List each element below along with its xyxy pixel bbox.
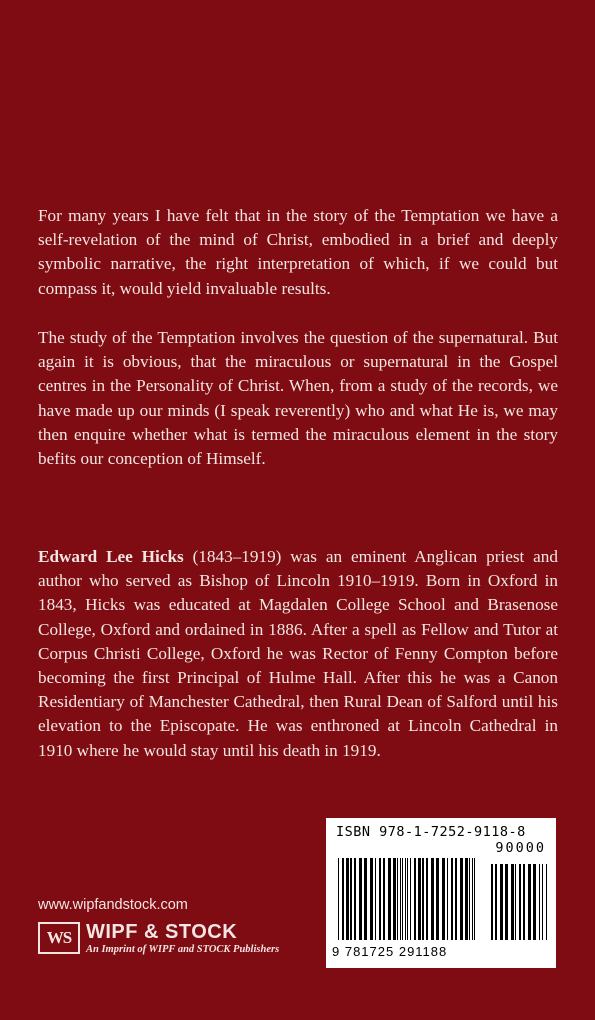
isbn-barcode <box>326 818 556 968</box>
barcode-number: 9 781725 291188 <box>332 944 448 959</box>
publisher-tagline: An Imprint of WIPF and STOCK Publishers <box>86 944 280 955</box>
publisher-name: WIPF & STOCK <box>86 921 238 943</box>
author-name: Edward Lee Hicks <box>38 547 184 566</box>
blurb-paragraph-1: For many years I have felt that in the story of the Temptation we have a self-revelation of the mind of Christ, embodied in a brief and deeply symbolic narrative, the right interpretation of which, if we could but compass it, would yield invaluable results. <box>38 206 558 298</box>
isbn-label: ISBN 978-1-7252-9118-8 <box>336 824 526 840</box>
blurb-paragraph-2: The study of the Temptation involves the question of the supernatural. But again it is obvious, that the miraculous or supernatural in the Gospel centres in the Personality of Christ. When, from a study of the records, we have made up our minds (I speak reverently) who and what He is, we may then enquire whether what is termed the miraculous element in the story befits our conception of Himself. <box>38 328 558 469</box>
author-bio-text: (1843–1919) was an eminent Anglican priest and author who served as Bishop of Lincoln 1910–1919. Born in Oxford in 1843, Hicks was educated at Magdalen College School and Brasenose College, Oxford and ordained in 1886. After a spell as Fellow and Tutor at Corpus Christi College, Oxford he was Rector of Fenny Compton before becoming the first Principal of Hulme Hall. After this he was a Canon Residentiary of Manchester Cathedral, then Rural Dean of Salford until his elevation to the Episcopate. He was enthroned at Lincoln Cathedral in 1910 where he would stay until his death in 1919. <box>38 547 558 760</box>
price-code: 90000 <box>495 840 546 856</box>
publisher-logo: WS <box>38 922 80 954</box>
publisher-website: www.wipfandstock.com <box>38 897 188 913</box>
author-bio <box>38 545 558 763</box>
